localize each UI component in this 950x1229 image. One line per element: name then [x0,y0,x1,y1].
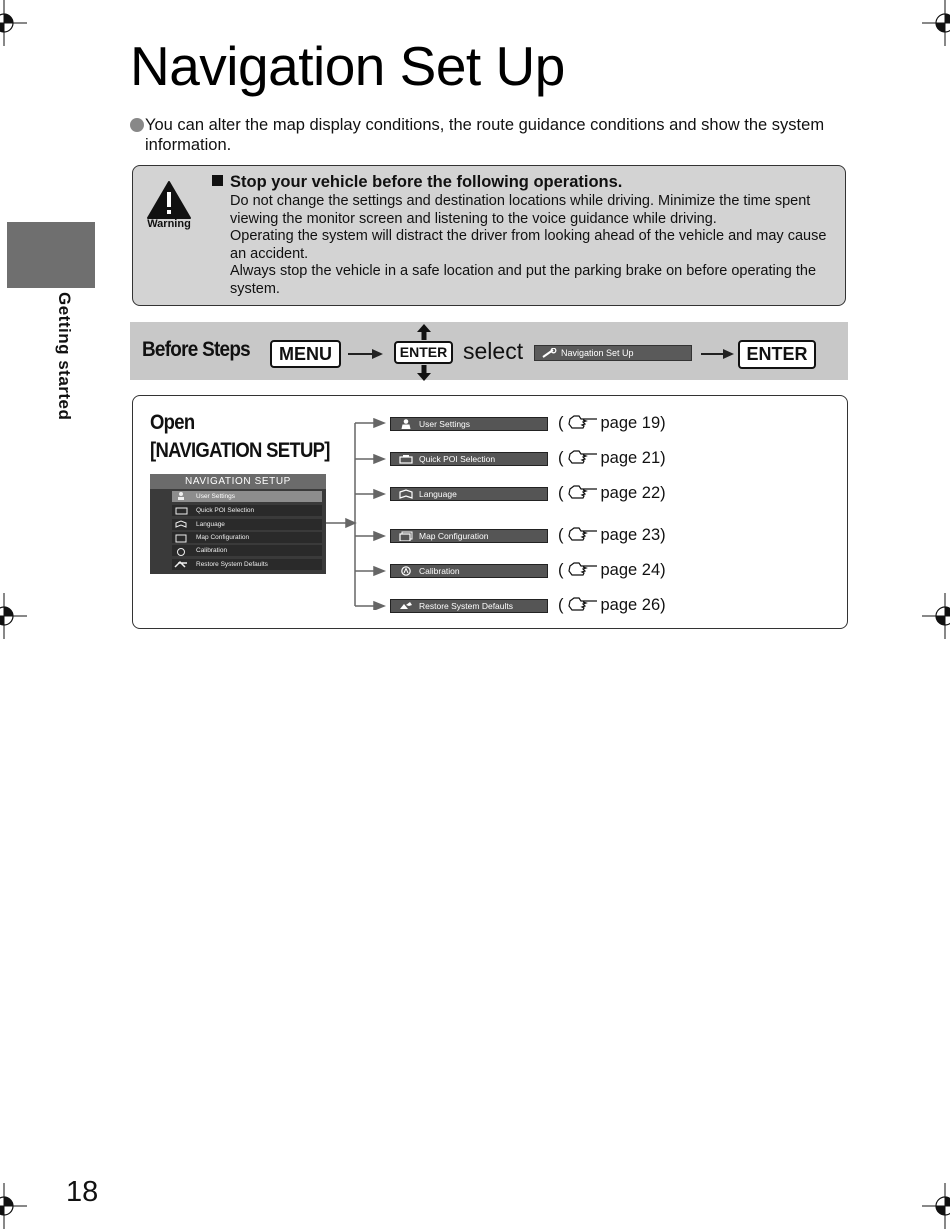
arrow-right-icon [701,349,735,359]
bullet-icon [130,118,144,132]
warning-paragraph: Operating the system will distract the driver from looking ahead of the vehicle and may cause an accident. [230,228,827,262]
page-number: 18 [66,1176,99,1208]
quick-poi-selection-item: Quick POI Selection [390,452,548,466]
crop-mark-top-left [0,0,27,46]
restore-system-defaults-item: Restore System Defaults [390,599,548,613]
warning-triangle-icon [146,180,192,220]
screen-item: Calibration [172,545,322,556]
square-bullet-icon [212,175,223,186]
arrow-up-icon [417,324,431,340]
enter-key: ENTER [738,340,816,369]
warning-paragraph: Do not change the settings and destination locations while driving. Minimize the time spent viewing the monitor screen and listening to the voice guidance while driving. [230,193,811,227]
arrow-right-icon [348,349,384,359]
language-item: Language [390,487,548,501]
poi-icon [399,454,413,464]
open-label: Open [NAVIGATION SETUP] [150,411,330,462]
select-text: select [463,338,524,364]
pointing-hand-icon [568,450,598,464]
page-reference: ( page 19) [558,414,666,432]
page-reference: ( page 23) [558,526,666,544]
screen-item: Quick POI Selection [172,505,322,516]
page-reference: ( page 21) [558,449,666,467]
pointing-hand-icon [568,597,598,611]
page-title: Navigation Set Up [130,35,565,97]
menu-key: MENU [270,340,341,368]
calibration-icon [399,566,413,576]
map-configuration-item: Map Configuration [390,529,548,543]
restore-icon [399,601,413,611]
crop-mark-mid-right [922,593,950,639]
enter-key-small: ENTER [394,341,453,364]
crop-mark-bottom-left [0,1183,27,1229]
screen-title: NAVIGATION SETUP [150,474,326,489]
screen-item: User Settings [172,491,322,502]
page-reference: ( page 22) [558,484,666,502]
screen-item: Restore System Defaults [172,559,322,570]
map-config-icon [399,531,413,541]
pointing-hand-icon [568,562,598,576]
warning-heading: Stop your vehicle before the following operations. [212,173,622,192]
user-settings-item: User Settings [390,417,548,431]
side-tab-block [7,222,95,288]
screen-item: Map Configuration [172,532,322,543]
connector-lines [326,418,388,610]
calibration-item: Calibration [390,564,548,578]
crop-mark-bottom-right [922,1183,950,1229]
pointing-hand-icon [568,527,598,541]
crop-mark-mid-left [0,593,27,639]
before-steps-label: Before Steps [142,338,250,361]
page-reference: ( page 24) [558,561,666,579]
side-tab-label: Getting started [55,292,74,421]
intro-text: You can alter the map display conditions, the route guidance conditions and show the system information. [130,115,830,155]
language-icon [399,489,413,499]
nav-setup-menu-item: Navigation Set Up [534,345,692,361]
pointing-hand-icon [568,485,598,499]
page-reference: ( page 26) [558,596,666,614]
navigation-setup-screen-thumbnail [150,474,326,574]
warning-body [230,193,835,298]
screen-item: Language [172,519,322,530]
crop-mark-top-right [922,0,950,46]
pointing-hand-icon [568,415,598,429]
warning-label: Warning [147,218,191,230]
arrow-down-icon [417,365,431,381]
user-icon [399,419,413,429]
warning-paragraph: Always stop the vehicle in a safe location and put the parking brake on before operating the system. [230,263,817,297]
wrench-icon [541,348,557,358]
screen-item-icons [174,491,190,571]
